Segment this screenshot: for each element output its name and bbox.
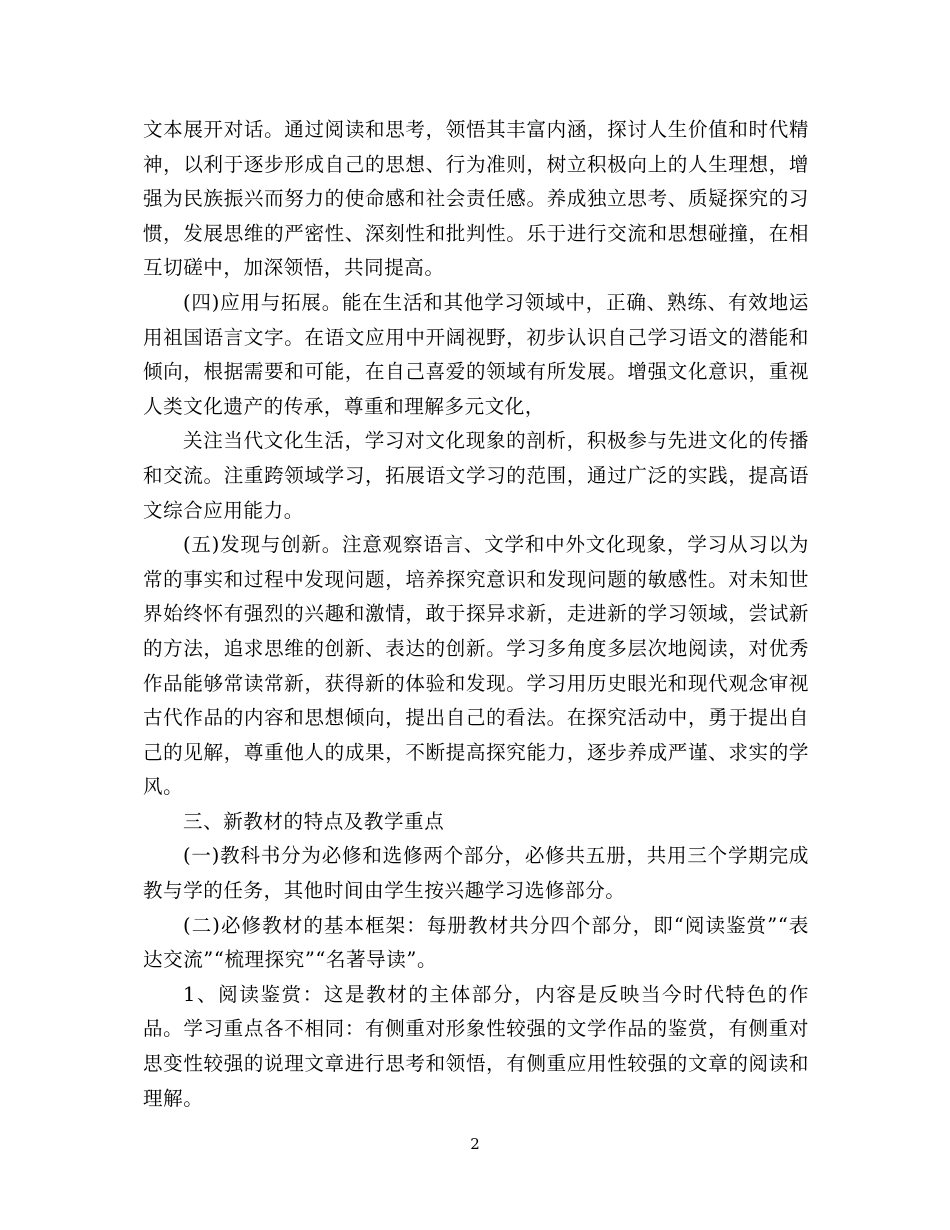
paragraph-1: 文本展开对话。通过阅读和思考，领悟其丰富内涵，探讨人生价值和时代精神，以利于逐步形成自己的思想、行为准则，树立积极向上的人生理想，增强为民族振兴而努力的使命感和社会责任感。养成独立思考、质疑探究的习惯，发展思维的严密性、深刻性和批判性。乐于进行交流和思想碰撞，在相互切磋中，加深领悟，共同提高。 — [143, 118, 809, 280]
document-body — [143, 113, 809, 1116]
paragraph-6: (一)教科书分为必修和选修两个部分，必修共五册，共用三个学期完成教与学的任务，其他时间由学生按兴趣学习选修部分。 — [143, 844, 809, 903]
paragraph-3: 关注当代文化生活，学习对文化现象的剖析，积极参与先进文化的传播和交流。注重跨领域学习，拓展语文学习的范围，通过广泛的实践，提高语文综合应用能力。 — [143, 429, 809, 522]
paragraph-2: (四)应用与拓展。能在生活和其他学习领域中，正确、熟练、有效地运用祖国语言文字。在语文应用中开阔视野，初步认识自己学习语文的潜能和倾向，根据需要和可能，在自己喜爱的领域有所发展。增强文化意识，重视人类文化遗产的传承，尊重和理解多元文化， — [143, 290, 809, 418]
paragraph-4: (五)发现与创新。注意观察语言、文学和中外文化现象，学习从习以为常的事实和过程中发现问题，培养探究意识和发现问题的敏感性。对未知世界始终怀有强烈的兴趣和激情，敢于探异求新，走进新的学习领域，尝试新的方法，追求思维的创新、表达的创新。学习多角度多层次地阅读，对优秀作品能够常读常新，获得新的体验和发现。学习用历史眼光和现代观念审视古代作品的内容和思想倾向，提出自己的看法。在探究活动中，勇于提出自己的见解，尊重他人的成果，不断提高探究能力，逐步养成严谨、求实的学风。 — [143, 533, 809, 799]
paragraph-7: (二)必修教材的基本框架：每册教材共分四个部分，即“阅读鉴赏”“表达交流”“梳理探究”“名著导读”。 — [143, 913, 809, 972]
paragraph-8: 1、阅读鉴赏：这是教材的主体部分，内容是反映当今时代特色的作品。学习重点各不相同：有侧重对形象性较强的文学作品的鉴赏，有侧重对思变性较强的说理文章进行思考和领悟，有侧重应用性较强的文章的阅读和理解。 — [143, 982, 809, 1110]
section-heading: 三、新教材的特点及教学重点 — [183, 809, 445, 833]
page-number: 2 — [470, 1135, 480, 1153]
